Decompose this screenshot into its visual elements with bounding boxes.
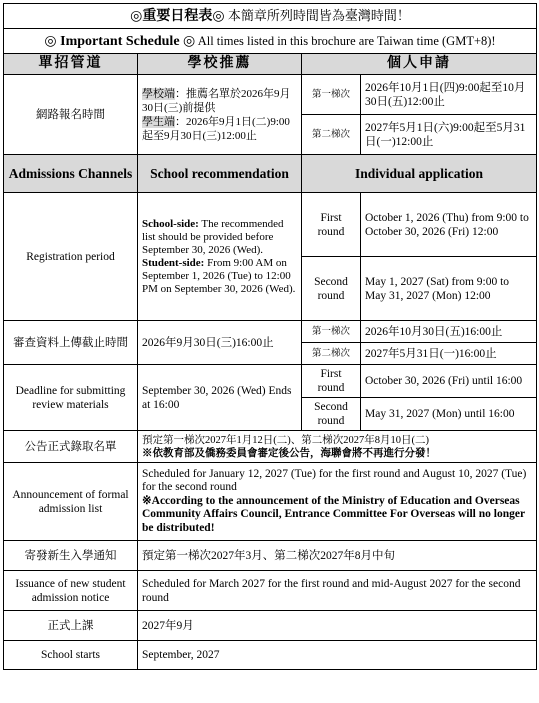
review-zh-row1	[4, 321, 537, 343]
school-side-tag-en: School-side:	[142, 217, 199, 230]
title-en-main: ◎ Important Schedule ◎	[44, 33, 196, 49]
review-zh-round1-text: 2026年10月30日(五)16:00止	[361, 321, 537, 343]
classes-en-row	[4, 641, 537, 670]
notice-zh-label: 寄發新生入學通知	[4, 541, 138, 571]
classes-zh-text: 2027年9月	[138, 611, 537, 641]
registration-zh-round1-label: 第一梯次	[302, 75, 361, 115]
student-side-text-en: From 9:00 AM on September 1, 2026 (Tue) to 12:00 PM on September 30, 2026 (Wed).	[142, 256, 296, 295]
header-en-row	[4, 155, 537, 193]
header-en-channel: Admissions Channels	[4, 155, 138, 193]
schedule-table	[3, 3, 537, 670]
announce-zh-cell	[138, 431, 537, 463]
school-side-text-en: The recommended list should be provided before September 30, 2026 (Wed).	[142, 217, 284, 256]
review-en-row1	[4, 365, 537, 398]
student-side-tag-en: Student-side:	[142, 256, 205, 269]
announce-en-cell	[138, 463, 537, 541]
title-en	[4, 29, 537, 54]
notice-en-text: Scheduled for March 2027 for the first round and mid-August 2027 for the second round	[138, 571, 537, 611]
header-zh-channel: 單招管道	[4, 54, 138, 75]
registration-zh-label: 網路報名時間	[4, 75, 138, 155]
review-zh-label: 審查資料上傳截止時間	[4, 321, 138, 365]
header-zh-row	[4, 54, 537, 75]
review-zh-round2-text: 2027年5月31日(一)16:00止	[361, 343, 537, 365]
classes-zh-row	[4, 611, 537, 641]
title-zh-main: ◎重要日程表◎	[130, 8, 225, 24]
registration-zh-round2-label: 第二梯次	[302, 115, 361, 155]
registration-en-round1-text: October 1, 2026 (Thu) from 9:00 to October 30, 2026 (Fri) 12:00	[361, 193, 537, 257]
registration-en-school	[138, 193, 302, 321]
review-zh-round1-label: 第一梯次	[302, 321, 361, 343]
registration-en-round1-label: First round	[302, 193, 361, 257]
header-en-individual: Individual application	[302, 155, 537, 193]
student-side-text-zh: ：2026年9月1日(二)9:00起至9月30日(三)12:00止	[142, 115, 290, 142]
announce-zh-note: ※依教育部及僑務委員會審定後公告，海聯會將不再進行分發！	[142, 447, 436, 459]
registration-en-row1	[4, 193, 537, 257]
notice-en-row	[4, 571, 537, 611]
title-zh	[4, 4, 537, 29]
classes-en-label: School starts	[4, 641, 138, 670]
header-zh-individual: 個人申請	[302, 54, 537, 75]
announce-zh-row	[4, 431, 537, 463]
registration-en-round2-label: Second round	[302, 257, 361, 321]
review-zh-school: 2026年9月30日(三)16:00止	[138, 321, 302, 365]
title-zh-row	[4, 4, 537, 29]
notice-zh-row	[4, 541, 537, 571]
review-en-round1-label: First round	[302, 365, 361, 398]
title-zh-note: 本簡章所列時間皆為臺灣時間！	[227, 7, 410, 23]
notice-zh-text: 預定第一梯次2027年3月、第二梯次2027年8月中旬	[138, 541, 537, 571]
classes-zh-label: 正式上課	[4, 611, 138, 641]
header-zh-school: 學校推薦	[138, 54, 302, 75]
announce-en-text: Scheduled for January 12, 2027 (Tue) for the first round and August 10, 2027 (Tue) for the second round	[142, 467, 527, 494]
title-en-note: All times listed in this brochure are Taiwan time (GMT+8)!	[197, 33, 496, 48]
registration-zh-row1	[4, 75, 537, 115]
announce-en-row	[4, 463, 537, 541]
review-en-school: September 30, 2026 (Wed) Ends at 16:00	[138, 365, 302, 431]
announce-zh-text: 預定第一梯次2027年1月12日(二)、第二梯次2027年8月10日(二)	[142, 434, 429, 446]
review-en-round2-text: May 31, 2027 (Mon) until 16:00	[361, 398, 537, 431]
review-en-round2-label: Second round	[302, 398, 361, 431]
announce-en-note: ※According to the announcement of the Ministry of Education and Overseas Community Affairs Council, Entrance Committee For Overseas will no longer be distributed!	[142, 494, 525, 534]
announce-en-label: Announcement of formal admission list	[4, 463, 138, 541]
registration-zh-school	[138, 75, 302, 155]
review-en-round1-text: October 30, 2026 (Fri) until 16:00	[361, 365, 537, 398]
announce-zh-label: 公告正式錄取名單	[4, 431, 138, 463]
registration-zh-round1-text: 2026年10月1日(四)9:00起至10月30日(五)12:00止	[361, 75, 537, 115]
classes-en-text: September, 2027	[138, 641, 537, 670]
student-side-tag-zh: 學生端	[142, 115, 175, 128]
school-side-tag-zh: 學校端	[142, 87, 175, 100]
review-en-label: Deadline for submitting review materials	[4, 365, 138, 431]
notice-en-label: Issuance of new student admission notice	[4, 571, 138, 611]
title-en-row	[4, 29, 537, 54]
registration-en-round2-text: May 1, 2027 (Sat) from 9:00 to May 31, 2027 (Mon) 12:00	[361, 257, 537, 321]
registration-zh-round2-text: 2027年5月1日(六)9:00起至5月31日(一)12:00止	[361, 115, 537, 155]
registration-en-label: Registration period	[4, 193, 138, 321]
school-side-text-zh: ：推薦名單於2026年9月30日(三)前提供	[142, 87, 291, 114]
review-zh-round2-label: 第二梯次	[302, 343, 361, 365]
header-en-school: School recommendation	[138, 155, 302, 193]
